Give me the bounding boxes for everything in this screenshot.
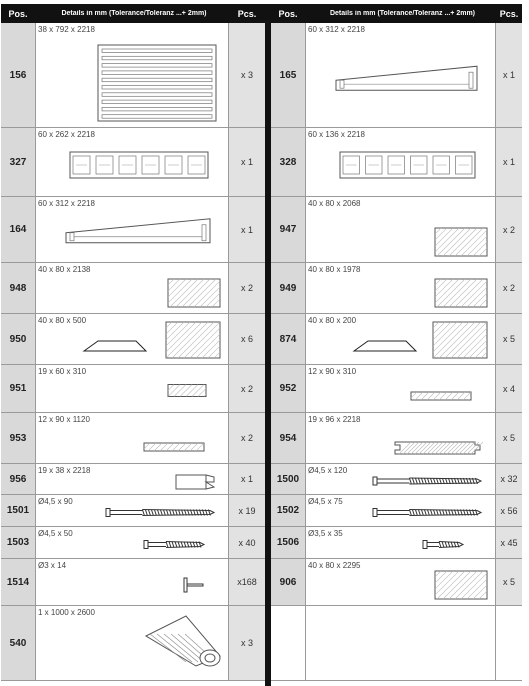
part-quantity: x 2 [496, 197, 522, 262]
part-details-cell [305, 23, 496, 127]
part-quantity: x 6 [229, 314, 265, 364]
tapered-beam-icon [306, 23, 495, 127]
part-dimensions: 40 x 80 x 500 [38, 316, 87, 325]
pcs-column-header: Pcs. [499, 8, 519, 19]
part-details-cell [305, 527, 496, 558]
part-dimensions: Ø3 x 14 [38, 561, 67, 570]
part-dimensions: 19 x 60 x 310 [38, 367, 87, 376]
pos-column-header: Pos. [8, 8, 28, 19]
part-details-cell [35, 263, 229, 313]
timber-cross-section-icon [306, 197, 495, 262]
part-quantity: x 3 [229, 606, 265, 680]
part-position-number: 954 [271, 413, 305, 463]
part-position-number: 950 [1, 314, 35, 364]
part-position-number: 165 [271, 23, 305, 127]
part-dimensions: 12 x 90 x 310 [308, 367, 357, 376]
part-quantity [496, 606, 522, 680]
part-row [1, 263, 265, 314]
strip-board-icon [36, 413, 228, 463]
part-position-number: 1506 [271, 527, 305, 558]
tongue-groove-board-icon [306, 413, 495, 463]
part-details-cell [35, 527, 229, 558]
long-screw-icon [36, 495, 228, 526]
part-details-cell [35, 365, 229, 412]
part-quantity: x 45 [496, 527, 522, 558]
part-row [271, 365, 522, 413]
part-dimensions: 60 x 136 x 2218 [308, 130, 365, 139]
part-position-number [271, 606, 305, 680]
parts-table-right [271, 4, 522, 681]
part-dimensions: 19 x 96 x 2218 [308, 415, 361, 424]
details-column-header: Details in mm (Tolerance/Toleranz ...+ 2mm) [61, 10, 207, 17]
part-dimensions: 60 x 262 x 2218 [38, 130, 95, 139]
part-details-cell [35, 128, 229, 196]
left-table-header [1, 4, 265, 23]
part-quantity: x 1 [229, 197, 265, 262]
part-details-cell [305, 365, 496, 412]
part-dimensions: Ø4,5 x 50 [38, 529, 73, 538]
part-row [1, 314, 265, 365]
part-details-cell [35, 559, 229, 605]
part-position-number: 327 [1, 128, 35, 196]
framed-beam-icon [306, 128, 495, 196]
part-details-cell [305, 128, 496, 196]
part-details-cell [35, 197, 229, 262]
part-position-number: 1514 [1, 559, 35, 605]
short-screw-icon [306, 527, 495, 558]
parts-table-left [1, 4, 265, 681]
small-board-icon [36, 365, 228, 412]
part-row [1, 128, 265, 197]
part-dimensions: 60 x 312 x 2218 [308, 25, 365, 34]
part-position-number: 952 [271, 365, 305, 412]
part-position-number: 1503 [1, 527, 35, 558]
roofing-roll-icon [36, 606, 228, 680]
part-details-cell [305, 413, 496, 463]
tapered-beam-icon [36, 197, 228, 262]
part-row [1, 197, 265, 263]
framed-beam-icon [36, 128, 228, 196]
part-position-number: 956 [1, 464, 35, 494]
part-dimensions: 40 x 80 x 2068 [308, 199, 361, 208]
part-quantity: x 1 [496, 128, 522, 196]
part-quantity: x 5 [496, 413, 522, 463]
part-position-number: 328 [271, 128, 305, 196]
part-details-cell [35, 314, 229, 364]
part-row [1, 527, 265, 559]
medium-screw-icon [36, 527, 228, 558]
part-quantity: x 5 [496, 559, 522, 605]
part-row [1, 23, 265, 128]
part-row [1, 495, 265, 527]
part-position-number: 906 [271, 559, 305, 605]
part-row [271, 128, 522, 197]
pos-column-header: Pos. [278, 8, 298, 19]
right-table-header [271, 4, 522, 23]
notched-board-icon [36, 464, 228, 494]
part-dimensions: Ø4,5 x 75 [308, 497, 343, 506]
part-row [271, 197, 522, 263]
part-details-cell [35, 23, 229, 127]
part-quantity: x 5 [496, 314, 522, 364]
part-details-cell [305, 495, 496, 526]
part-details-cell [305, 314, 496, 364]
part-dimensions: Ø3,5 x 35 [308, 529, 343, 538]
part-quantity: x 2 [496, 263, 522, 313]
part-row [271, 559, 522, 606]
part-dimensions: 19 x 38 x 2218 [38, 466, 91, 475]
long-screw-icon [306, 464, 495, 494]
part-position-number: 949 [271, 263, 305, 313]
part-quantity: x 32 [496, 464, 522, 494]
part-position-number: 874 [271, 314, 305, 364]
angled-timber-icon [306, 314, 495, 364]
part-quantity: x 1 [229, 464, 265, 494]
part-dimensions: 40 x 80 x 2295 [308, 561, 361, 570]
part-row [1, 559, 265, 606]
part-position-number: 947 [271, 197, 305, 262]
part-dimensions: Ø4,5 x 120 [308, 466, 348, 475]
part-dimensions: 12 x 90 x 1120 [38, 415, 90, 424]
part-row [271, 495, 522, 527]
part-quantity: x 56 [496, 495, 522, 526]
part-quantity: x 2 [229, 365, 265, 412]
part-row [1, 464, 265, 495]
part-row [1, 413, 265, 464]
part-quantity: x 1 [229, 128, 265, 196]
part-position-number: 156 [1, 23, 35, 127]
part-dimensions: Ø4,5 x 90 [38, 497, 73, 506]
part-details-cell [305, 197, 496, 262]
slatted-panel-icon [36, 23, 228, 127]
part-position-number: 1500 [271, 464, 305, 494]
part-quantity: x 19 [229, 495, 265, 526]
part-position-number: 1502 [271, 495, 305, 526]
part-quantity: x 2 [229, 413, 265, 463]
part-details-cell [305, 606, 496, 680]
part-dimensions: 40 x 80 x 1978 [308, 265, 361, 274]
part-quantity: x 2 [229, 263, 265, 313]
part-quantity: x 3 [229, 23, 265, 127]
timber-cross-section-icon [36, 263, 228, 313]
part-dimensions: 38 x 792 x 2218 [38, 25, 95, 34]
part-row [271, 413, 522, 464]
part-details-cell [35, 413, 229, 463]
part-row [271, 464, 522, 495]
part-row [271, 527, 522, 559]
part-quantity: x 4 [496, 365, 522, 412]
part-details-cell [305, 559, 496, 605]
timber-cross-section-icon [306, 263, 495, 313]
part-quantity: x 40 [229, 527, 265, 558]
details-column-header: Details in mm (Tolerance/Toleranz ...+ 2mm) [329, 10, 476, 17]
part-dimensions: 40 x 80 x 2138 [38, 265, 91, 274]
part-quantity: x 1 [496, 23, 522, 127]
part-dimensions: 40 x 80 x 200 [308, 316, 357, 325]
timber-cross-section-icon [306, 559, 495, 605]
part-details-cell [305, 464, 496, 494]
angled-timber-icon [36, 314, 228, 364]
part-position-number: 540 [1, 606, 35, 680]
part-position-number: 951 [1, 365, 35, 412]
part-details-cell [35, 464, 229, 494]
part-details-cell [35, 606, 229, 680]
part-row [271, 263, 522, 314]
nail-icon [36, 559, 228, 605]
part-dimensions: 1 x 1000 x 2600 [38, 608, 95, 617]
part-dimensions: 60 x 312 x 2218 [38, 199, 95, 208]
part-position-number: 953 [1, 413, 35, 463]
part-quantity: x168 [229, 559, 265, 605]
part-position-number: 1501 [1, 495, 35, 526]
part-details-cell [35, 495, 229, 526]
pcs-column-header: Pcs. [237, 8, 257, 19]
part-row [271, 314, 522, 365]
part-position-number: 948 [1, 263, 35, 313]
part-row [271, 606, 522, 681]
part-row [271, 23, 522, 128]
long-screw-icon [306, 495, 495, 526]
strip-board-icon [306, 365, 495, 412]
part-position-number: 164 [1, 197, 35, 262]
part-row [1, 606, 265, 681]
part-row [1, 365, 265, 413]
part-details-cell [305, 263, 496, 313]
